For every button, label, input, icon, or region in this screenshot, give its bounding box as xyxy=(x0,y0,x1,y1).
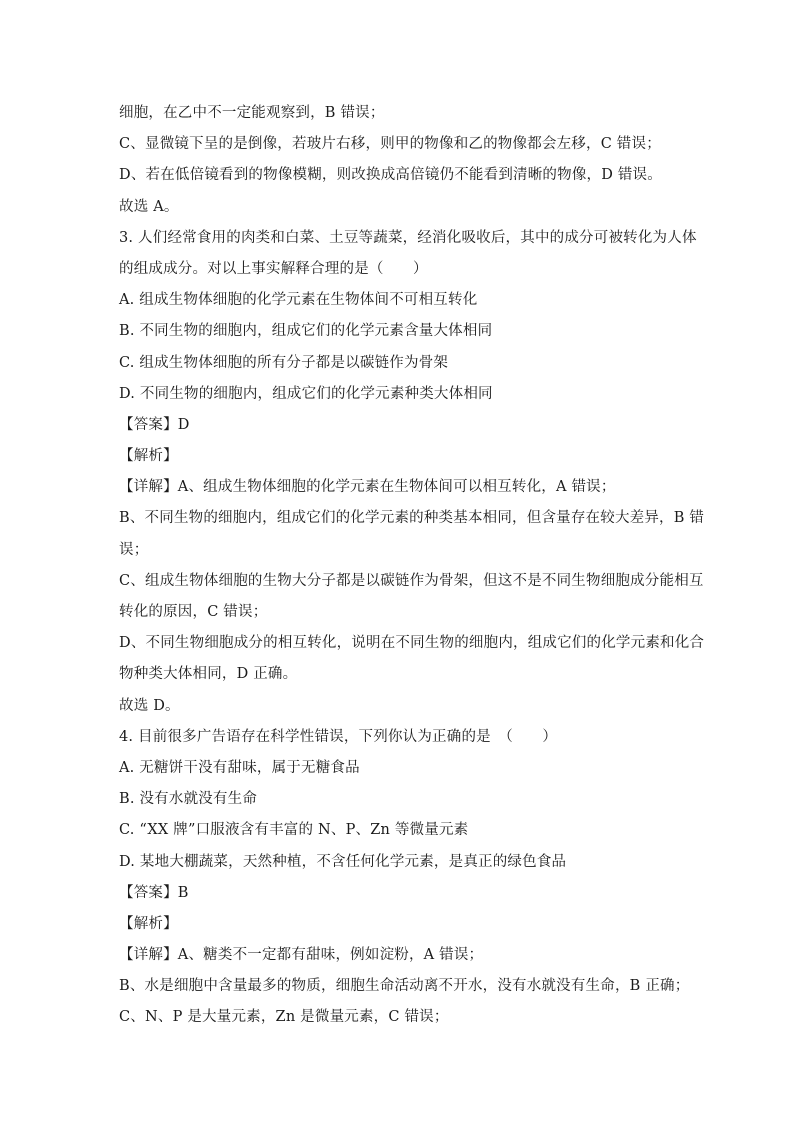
text-line: D、若在低倍镜看到的物像模糊，则改换成高倍镜仍不能看到清晰的物像，D 错误。 xyxy=(119,167,662,184)
text-line: C、组成生物体细胞的生物大分子都是以碳链作为骨架，但这不是不同生物细胞成分能相互 xyxy=(119,572,704,589)
text-line: 物种类大体相同，D 正确。 xyxy=(119,666,298,683)
question-4-stem: 4. 目前很多广告语存在科学性错误，下列你认为正确的是 （ ） xyxy=(119,728,558,745)
q4-option-d: D. 某地大棚蔬菜，天然种植，不含任何化学元素，是真正的绿色食品 xyxy=(119,853,567,870)
q4-analysis-label: 【解析】 xyxy=(119,915,178,932)
text-line: 误； xyxy=(119,541,149,558)
text-line: 细胞，在乙中不一定能观察到，B 错误； xyxy=(119,105,385,121)
q4-detail: 【详解】A、糖类不一定都有甜味，例如淀粉，A 错误； xyxy=(119,947,484,964)
text-line: C、N、P 是大量元素，Zn 是微量元素，C 错误； xyxy=(119,1009,449,1026)
q4-option-c: C. “XX 牌”口服液含有丰富的 N、P、Zn 等微量元素 xyxy=(119,822,469,839)
text-line: C、显微镜下呈的是倒像，若玻片右移，则甲的物像和乙的物像都会左移，C 错误； xyxy=(119,136,661,153)
text-line: B、水是细胞中含量最多的物质，细胞生命活动离不开水，没有水就没有生命，B 正确； xyxy=(119,978,690,995)
q3-option-b: B. 不同生物的细胞内，组成它们的化学元素含量大体相同 xyxy=(119,323,493,340)
q3-detail: 【详解】A、组成生物体细胞的化学元素在生物体间可以相互转化，A 错误； xyxy=(119,479,616,496)
q3-option-a: A. 组成生物体细胞的化学元素在生物体间不可相互转化 xyxy=(119,292,478,309)
q3-option-d: D. 不同生物的细胞内，组成它们的化学元素种类大体相同 xyxy=(119,385,493,402)
q3-option-c: C. 组成生物体细胞的所有分子都是以碳链作为骨架 xyxy=(119,354,449,371)
text-line: 故选 D。 xyxy=(119,697,180,714)
q4-option-a: A. 无糖饼干没有甜味，属于无糖食品 xyxy=(119,759,360,776)
text-line: 故选 A。 xyxy=(119,198,179,215)
text-line: D、不同生物细胞成分的相互转化，说明在不同生物的细胞内，组成它们的化学元素和化合 xyxy=(119,635,705,652)
q3-analysis-label: 【解析】 xyxy=(119,448,178,465)
q4-option-b: B. 没有水就没有生命 xyxy=(119,791,258,808)
q3-answer: 【答案】D xyxy=(119,416,190,433)
question-3-stem: 3. 人们经常食用的肉类和白菜、土豆等蔬菜，经消化吸收后，其中的成分可被转化为人体 xyxy=(119,229,697,246)
q4-answer: 【答案】B xyxy=(119,884,189,901)
text-line: B、不同生物的细胞内，组成它们的化学元素的种类基本相同，但含量存在较大差异，B 错 xyxy=(119,510,705,527)
document-page xyxy=(119,98,705,1034)
question-3-stem-cont: 的组成成分。对以上事实解释合理的是（ ） xyxy=(119,260,428,277)
text-line: 转化的原因，C 错误； xyxy=(119,604,268,620)
